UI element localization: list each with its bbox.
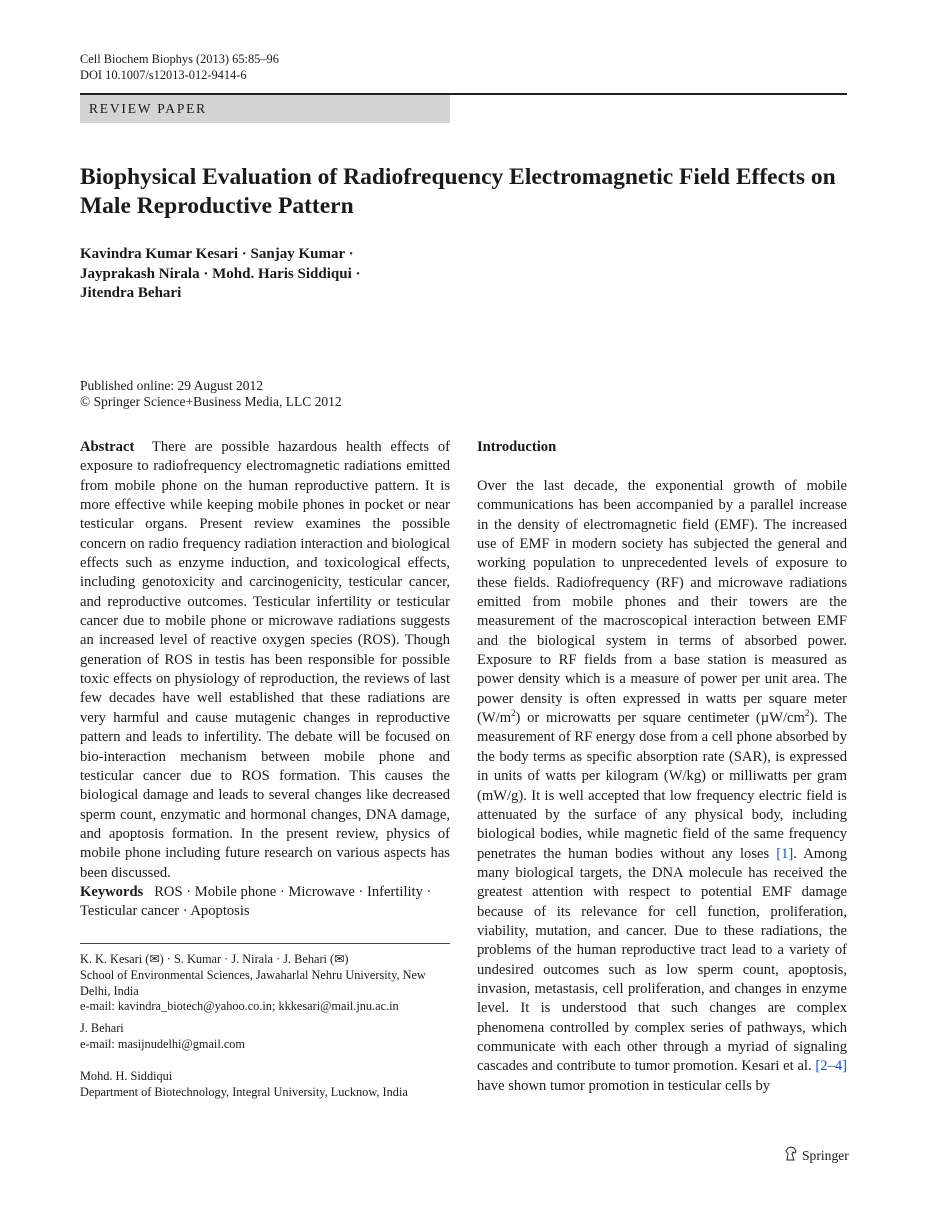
author-list (80, 245, 500, 304)
abstract-label: Abstract (80, 439, 135, 455)
intro-text: . Among many biological targets, the DNA molecule has received the greatest attention with respect to potential EMF damage because of its relevance for cell function, proliferation, viability, mutation, and cancer. Due to these radiations, the problems of the human reproductive tract lead to a variety of undesired outcomes such as low sperm count, apoptosis, invasion, metastasis, cell proliferation, and changes in enzyme level. It is understood that such changes are complex phenomena controlled by complex series of pathways, which communicate with each other through a myriad of signaling cascades and contribute to tumor promotion. Kesari et al. (477, 845, 847, 1075)
affiliation-name: J. Behari (80, 1021, 124, 1035)
superscript: 2 (511, 708, 516, 719)
abstract (80, 438, 450, 883)
affiliation-dept: Department of Biotechnology, Integral University, Lucknow, India (80, 1084, 408, 1099)
article-title: Biophysical Evaluation of Radiofrequency Electromagnetic Field Effects on Male Reproductive Pattern (80, 164, 836, 219)
keywords-text: ROS · Mobile phone · Microwave · Infertility · Testicular cancer · Apoptosis (80, 884, 432, 920)
author-line: Jayprakash Nirala · Mohd. Haris Siddiqui · (80, 265, 361, 282)
affiliation-school: School of Environmental Sciences, Jawaharlal Nehru University, New Delhi, India (80, 967, 426, 998)
intro-text: ). The measurement of RF energy dose from a cell phone absorbed by the body terms as specific absorption rate (SAR), is expressed in units of watts per kilogram (W/kg) or milliwatts per gram (mW/g). It is well accepted that low frequency electric field is attenuated by the surface of any physical body, including biological bodies, while magnetic field of the same frequency penetrates the human bodies without any loses (477, 710, 847, 862)
affiliation-siddiqui (80, 1069, 452, 1101)
introduction-body (477, 477, 847, 1096)
published-date: Published online: 29 August 2012 (80, 378, 264, 393)
affiliation-names: K. K. Kesari (✉) · S. Kumar · J. Nirala · J. Behari (✉) (80, 952, 349, 966)
affiliation-name: Mohd. H. Siddiqui (80, 1069, 173, 1083)
citation-link[interactable]: [1] (776, 845, 794, 862)
publication-info (80, 378, 342, 410)
copyright: © Springer Science+Business Media, LLC 2012 (80, 394, 342, 409)
intro-text: ) or microwatts per square centimeter (µW/cm (515, 710, 805, 727)
superscript: 2 (804, 708, 810, 719)
doi[interactable]: DOI 10.1007/s12013-012-9414-6 (80, 68, 247, 82)
journal-meta (80, 51, 279, 83)
section-label: REVIEW PAPER (89, 101, 207, 116)
author-line: Jitendra Behari (80, 285, 182, 301)
affiliation-behari (80, 1021, 452, 1053)
publisher-name: Springer (802, 1147, 849, 1163)
keywords (80, 883, 452, 922)
journal-citation: Cell Biochem Biophys (2013) 65:85–96 (80, 52, 279, 66)
affiliation-email[interactable]: e-mail: masijnudelhi@gmail.com (80, 1036, 245, 1051)
author-line: Kavindra Kumar Kesari · Sanjay Kumar · (80, 246, 354, 262)
publisher-mark (784, 1146, 849, 1165)
intro-text: Over the last decade, the exponential growth of mobile communications has been accompanied by a parallel increase in the density of electromagnetic field (EMF). The increased use of EMF in modern society has subjected the general and working population to unprecedented levels of exposure to these fields. Radiofrequency (RF) and microwave radiations emitted from mobile phones and their towers are the measurement of the macroscopical interaction between EMF and the biological system in terms of absorbed power. Exposure to RF fields from a base station is measured as power density which is a measure of power per unit area. The power density is often expressed in watts per square meter (W/m (477, 478, 847, 727)
keywords-label: Keywords (80, 884, 144, 900)
affiliation-jnu (80, 952, 452, 1015)
footnote-divider (80, 943, 450, 944)
citation-link[interactable]: [2–4] (815, 1058, 847, 1075)
abstract-text: There are possible hazardous health effects of exposure to radiofrequency electromagnetic radiations emitted from mobile phone on the human reproductive pattern. It is more effective while keeping mobile phones in pocket or near testicular organs. Present review examines the possible concern on radio frequency radiation interaction and biological effects such as enzyme induction, and toxicological effects, including genotoxicity and carcinogenicity, testicular cancer, and reproductive outcomes. Testicular infertility or testicular cancer due to mobile phone or microwave radiations suggests an increased level of reactive oxygen species (ROS). Though generation of ROS in testis has been responsible for possible toxic effects on physiology of reproduction, the reviews of last few decades have well established that these radiations are very harmful and cause mutagenic changes in reproductive pattern and leads to infertility. The debate will be focused on bio-interaction mechanism between mobile phone and testicular cancer due to ROS formation. This causes the biological damage and leads to several changes like decreased sperm count, enzymatic and hormonal changes, DNA damage, and apoptosis formation. In the present review, physics of mobile phone including future research on various aspects has been discussed. (80, 439, 450, 881)
introduction-heading: Introduction (477, 439, 557, 455)
intro-text: have shown tumor promotion in testicular cells by (477, 1077, 771, 1094)
springer-horse-icon (784, 1146, 798, 1165)
introduction-heading-block (477, 438, 847, 457)
affiliation-email[interactable]: e-mail: kavindra_biotech@yahoo.co.in; kkkesari@mail.jnu.ac.in (80, 999, 399, 1014)
